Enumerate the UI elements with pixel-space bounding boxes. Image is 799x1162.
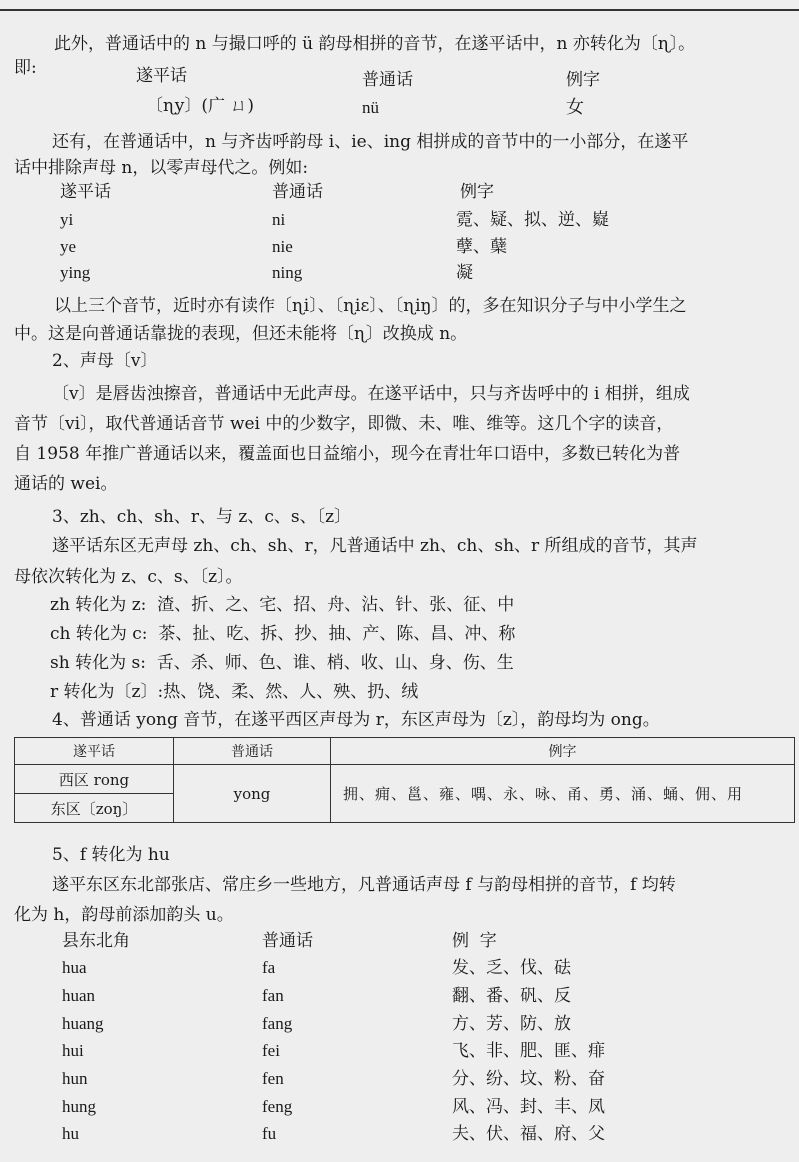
section-heading: 2、声母〔v〕 bbox=[52, 351, 158, 371]
top-rule bbox=[0, 9, 799, 11]
cell: huan bbox=[62, 986, 96, 1005]
conversion-line: sh 转化为 s: 舌、杀、师、色、谁、梢、收、山、身、伤、生 bbox=[50, 653, 514, 673]
cell: nü bbox=[362, 98, 379, 117]
col-header: 普通话 bbox=[272, 182, 323, 202]
col-header: 普通话 bbox=[362, 70, 413, 90]
cell: hua bbox=[62, 958, 87, 977]
cell: 夫、伏、福、府、父 bbox=[452, 1124, 605, 1144]
cell: fu bbox=[262, 1124, 277, 1143]
cell: hui bbox=[62, 1041, 84, 1060]
table-header: 遂平话 bbox=[15, 738, 174, 765]
cell: fa bbox=[262, 958, 276, 977]
cell: hung bbox=[62, 1097, 96, 1116]
paragraph-line: 中。这是向普通话靠拢的表现，但还未能将〔ɳ〕改换成 n。 bbox=[14, 324, 468, 344]
yong-table bbox=[14, 737, 795, 823]
table-cell: 拥、痈、邕、雍、喁、永、咏、甬、勇、涌、蛹、佣、用 bbox=[331, 765, 795, 823]
section-heading: 4、普通话 yong 音节，在遂平西区声母为 r，东区声母为〔z〕，韵母均为 ong。 bbox=[52, 710, 660, 730]
paragraph-line: 母依次转化为 z、c、s、〔z〕。 bbox=[14, 567, 243, 587]
section-heading: 3、zh、ch、sh、r、与 z、c、s、〔z〕 bbox=[52, 507, 352, 527]
cell: 风、冯、封、丰、凤 bbox=[452, 1097, 605, 1117]
col-header: 例字 bbox=[460, 182, 494, 202]
cell: fen bbox=[262, 1069, 284, 1088]
cell: 方、芳、防、放 bbox=[452, 1014, 571, 1034]
table-header: 普通话 bbox=[174, 738, 331, 765]
cell: ni bbox=[272, 210, 286, 229]
paragraph-line: 遂平话东区无声母 zh、ch、sh、r，凡普通话中 zh、ch、sh、r 所组成的音节，其声 bbox=[52, 536, 698, 556]
paragraph-line: 还有，在普通话中，n 与齐齿呼韵母 i、ie、ing 相拼成的音节中的一小部分，在遂平 bbox=[52, 132, 689, 152]
paragraph-line: 即: bbox=[14, 58, 37, 78]
paragraph-line: 自 1958 年推广普通话以来，覆盖面也日益缩小，现今在青壮年口语中，多数已转化为普 bbox=[14, 444, 681, 464]
cell: ye bbox=[60, 237, 77, 256]
cell: 发、乏、伐、砝 bbox=[452, 958, 571, 978]
cell: feng bbox=[262, 1097, 293, 1116]
cell: yi bbox=[60, 210, 74, 229]
cell: ying bbox=[60, 263, 91, 282]
paragraph-line: 化为 h，韵母前添加韵头 u。 bbox=[14, 905, 234, 925]
cell: 翻、番、矾、反 bbox=[452, 986, 571, 1006]
cell: fan bbox=[262, 986, 284, 1005]
paragraph-line: 话中排除声母 n，以零声母代之。例如: bbox=[14, 158, 309, 178]
cell: 飞、非、肥、匪、痱 bbox=[452, 1041, 605, 1061]
paragraph-line: 此外，普通话中的 n 与撮口呼的 ü 韵母相拼的音节，在遂平话中，n 亦转化为〔ɳ〕。 bbox=[54, 34, 696, 54]
cell: fei bbox=[262, 1041, 280, 1060]
cell: hun bbox=[62, 1069, 88, 1088]
cell: ning bbox=[272, 263, 303, 282]
conversion-line: ch 转化为 c: 茶、扯、吃、拆、抄、抽、产、陈、昌、冲、称 bbox=[50, 624, 516, 644]
cell: huang bbox=[62, 1014, 104, 1033]
cell: hu bbox=[62, 1124, 79, 1143]
cell: nie bbox=[272, 237, 293, 256]
cell: 霓、疑、拟、逆、嶷 bbox=[456, 210, 609, 230]
col-header: 遂平话 bbox=[60, 182, 111, 202]
cell: 凝 bbox=[456, 263, 473, 283]
table-header: 例字 bbox=[331, 738, 795, 765]
paragraph-line: 〔v〕是唇齿浊擦音，普通话中无此声母。在遂平话中，只与齐齿呼中的 i 相拼，组成 bbox=[52, 384, 690, 404]
col-header: 遂平话 bbox=[136, 66, 187, 86]
table-cell: 东区〔zoŋ〕 bbox=[15, 794, 174, 823]
col-header: 县东北角 bbox=[62, 931, 130, 951]
cell: fang bbox=[262, 1014, 293, 1033]
paragraph-line: 音节〔vi〕，取代普通话音节 wei 中的少数字，即微、未、唯、维等。这几个字的读音， bbox=[14, 414, 674, 434]
cell: 孽、蘖 bbox=[456, 237, 507, 257]
cell: 女 bbox=[566, 97, 584, 118]
col-header: 例 字 bbox=[452, 931, 497, 951]
conversion-line: zh 转化为 z: 渣、折、之、宅、招、舟、沾、针、张、征、中 bbox=[50, 595, 515, 615]
paragraph-line: 以上三个音节，近时亦有读作〔ɳi〕、〔ɳiɛ〕、〔ɳiŋ〕的，多在知识分子与中小学生之 bbox=[54, 296, 687, 316]
table-cell: yong bbox=[174, 765, 331, 823]
paragraph-line: 通话的 wei。 bbox=[14, 474, 118, 494]
paragraph-line: 遂平东区东北部张店、常庄乡一些地方，凡普通话声母 f 与韵母相拼的音节，f 均转 bbox=[52, 875, 676, 895]
conversion-line: r 转化为〔z〕:热、饶、柔、然、人、殃、扔、绒 bbox=[50, 682, 419, 702]
col-header: 普通话 bbox=[262, 931, 313, 951]
section-heading: 5、f 转化为 hu bbox=[52, 845, 170, 865]
col-header: 例字 bbox=[566, 70, 600, 90]
cell: 〔ɳy〕(广 ㄩ) bbox=[146, 96, 255, 116]
table-cell: 西区 rong bbox=[15, 765, 174, 794]
cell: 分、纷、坟、粉、奋 bbox=[452, 1069, 605, 1089]
